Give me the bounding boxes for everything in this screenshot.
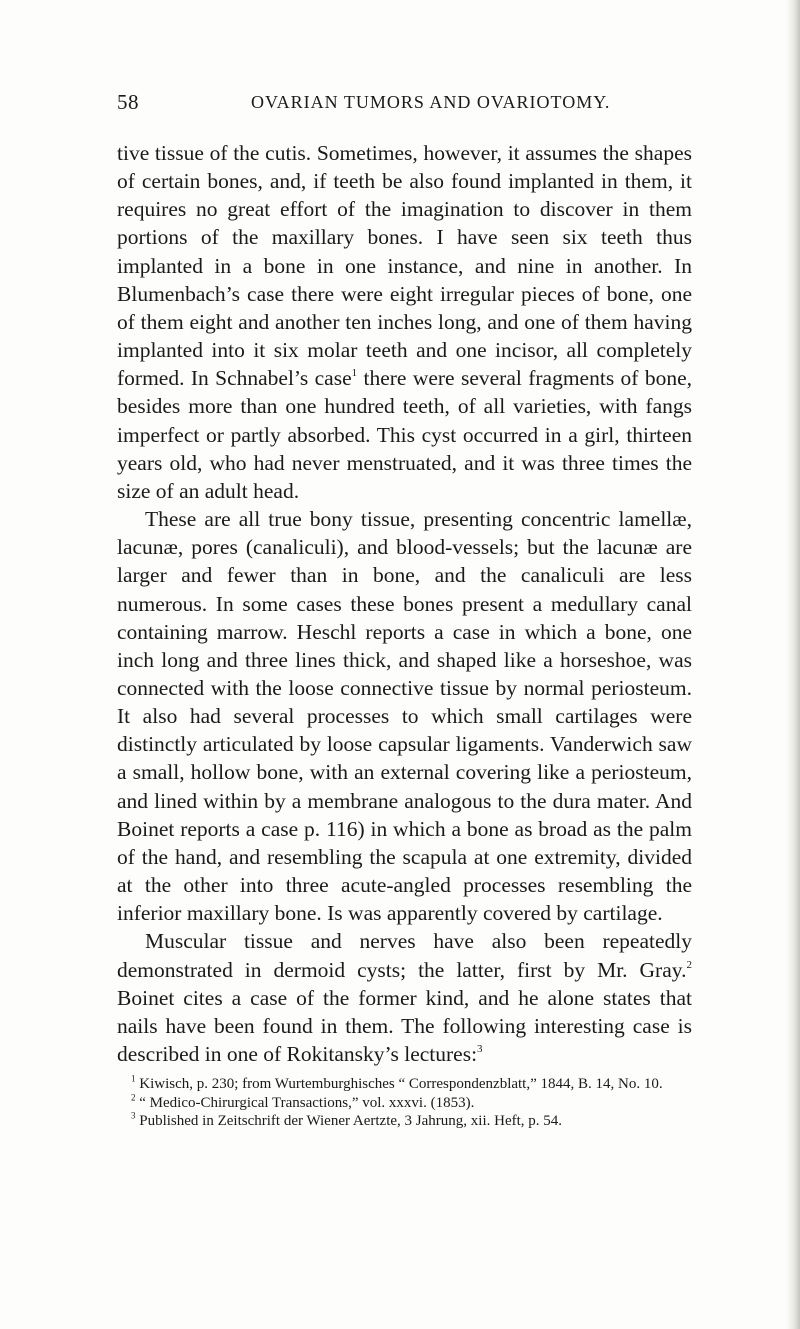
footnote-2-text: “ Medico-Chirurgical Transactions,” vol. xxxvi. (1853).	[135, 1094, 475, 1111]
page-number: 58	[117, 90, 139, 114]
footnote-1-text: Kiwisch, p. 230; from Wurtemburghisches “ Correspondenzblatt,” 1844, B. 14, No. 10.	[135, 1076, 663, 1092]
footnotes	[117, 1075, 692, 1131]
paragraph-1-text-a: tive tissue of the cutis. Sometimes, however, it assumes the shapes of certain bones, and, if teeth be also found implanted in them, it requires no great effort of the imagination to discover in them portions of the maxillary bones. I have seen six teeth thus implanted in a bone in one instance, and nine in another. In Blumenbach’s case there were eight irregular pieces of bone, one of them eight and another ten inches long, and one of them having implanted into it six molar teeth and one incisor, all completely formed. In Schnabel’s case	[117, 141, 692, 391]
body-text	[117, 139, 692, 1068]
footnote-ref-2: 2	[686, 958, 692, 971]
footnote-2-marker: 2	[131, 1092, 136, 1103]
paragraph-3	[117, 927, 692, 1068]
footnote-3	[117, 1112, 692, 1131]
paragraph-2: These are all true bony tissue, presenting concentric lamellæ, lacunæ, pores (canaliculi), and blood-vessels; but the lacunæ are larger and fewer than in bone, and the canaliculi are less numerous. In some cases these bones present a medullary canal containing marrow. Heschl reports a case in which a bone, one inch long and three lines thick, and shaped like a horseshoe, was connected with the loose connective tissue by normal periosteum. It also had several processes to which small cartilages were distinctly articulated by loose capsular ligaments. Vanderwich saw a small, hollow bone, with an external covering like a periosteum, and lined within by a membrane analogous to the dura mater. And Boinet reports a case p. 116) in which a bone as broad as the palm of the hand, and resembling the scapula at one extremity, divided at the other into three acute-angled processes resembling the inferior maxillary bone. Is was apparently covered by cartilage.	[117, 507, 692, 926]
footnote-2	[117, 1094, 692, 1113]
footnote-3-marker: 3	[131, 1110, 136, 1121]
paragraph-1	[117, 139, 692, 505]
footnote-1	[117, 1075, 692, 1094]
paragraph-3-text-b: Boinet cites a case of the former kind, and he alone states that nails have been found in them. The following interesting case is described in one of Rokitansky’s lectures:	[117, 985, 692, 1066]
page-edge-shadow	[786, 0, 800, 1329]
footnote-1-marker: 1	[131, 1073, 136, 1084]
running-title: OVARIAN TUMORS AND OVARIOTOMY.	[251, 92, 611, 112]
footnote-ref-3: 3	[477, 1043, 483, 1056]
footnote-ref-1: 1	[351, 367, 358, 380]
paragraph-3-text-a: Muscular tissue and nerves have also been repeatedly demonstrated in dermoid cysts; the latter, first by Mr. Gray.	[117, 929, 692, 982]
footnote-3-text: Published in Zeitschrift der Wiener Aertzte, 3 Jahrung, xii. Heft, p. 54.	[135, 1113, 563, 1129]
page-header	[0, 90, 800, 122]
paragraph-1-text-b: there were several fragments of bone, besides more than one hundred teeth, of all varieties, with fangs imperfect or partly absorbed. This cyst occurred in a girl, thirteen years old, who had never menstruated, and it was three times the size of an adult head.	[117, 366, 692, 503]
